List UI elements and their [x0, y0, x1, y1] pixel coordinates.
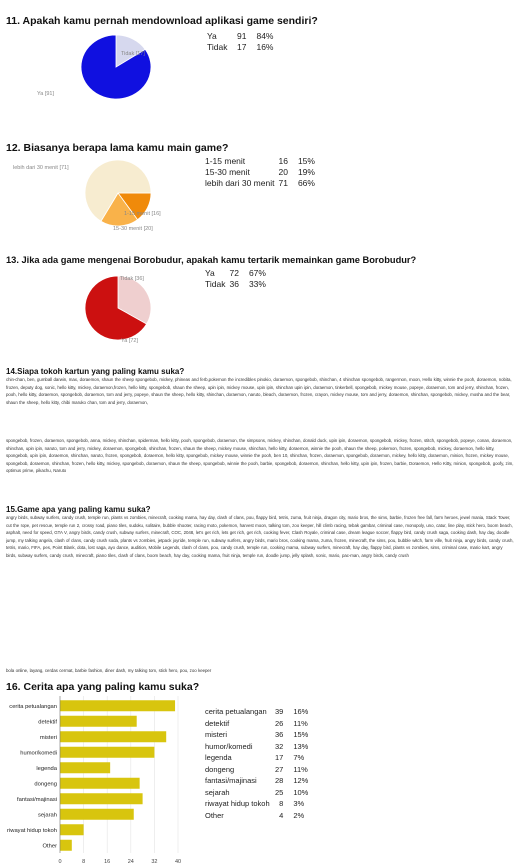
legend-row: [205, 729, 312, 741]
q11-legend-table: [207, 31, 277, 53]
q15-title: 15.Game apa yang paling kamu suka?: [6, 505, 151, 514]
x-tick-label: 40: [174, 859, 182, 865]
legend-count: 17: [237, 42, 247, 52]
legend-percent: 67%: [248, 268, 266, 278]
q11-pie-chart: [52, 25, 182, 125]
category-label: Other: [42, 843, 57, 850]
q12-title: 12. Biasanya berapa lama kamu main game?: [6, 142, 229, 154]
legend-count: 28: [275, 776, 284, 785]
q13-pie-chart: [52, 268, 182, 348]
legend-count: 25: [275, 787, 284, 797]
q11-slice-label-ya: Ya [91]: [37, 91, 55, 97]
legend-label: 15-30 menit: [205, 167, 250, 177]
legend-count: 17: [275, 753, 284, 762]
legend-row: [205, 810, 312, 822]
legend-count: 4: [279, 810, 284, 820]
legend-row: [205, 741, 312, 753]
x-tick-label: 24: [127, 859, 134, 865]
q13-slice-label-ya: Ya [72]: [121, 338, 139, 344]
q13-title: 13. Jika ada game mengenai Borobudur, apakah kamu tertarik memainkan game Borobudur?: [6, 255, 417, 265]
q13-slice-label-tidak: Tidak [36]: [120, 276, 144, 282]
legend-row: [205, 775, 312, 787]
q14-title: 14.Siapa tokoh kartun yang paling kamu suka?: [6, 367, 185, 376]
category-label: detektif: [38, 719, 57, 726]
category-label: fantasi/majinasi: [17, 796, 57, 803]
legend-row: [207, 42, 277, 53]
bar-legenda: [60, 762, 110, 773]
legend-label: detektif: [205, 718, 230, 728]
x-tick-label: 8: [82, 859, 86, 865]
legend-count: 8: [279, 799, 284, 808]
category-label: cerita petualangan: [9, 703, 57, 710]
legend-label: cerita petualangan: [205, 707, 267, 716]
legend-percent: 16%: [293, 707, 309, 716]
q12-slice-label-1-15: 1-15 menit [16]: [124, 211, 161, 217]
legend-count: 20: [278, 167, 288, 177]
legend-label: lebih dari 30 menit: [205, 178, 275, 188]
q12-pie-chart: [52, 157, 182, 237]
legend-row: [205, 787, 312, 799]
category-label: riwayat hidup tokoh: [7, 827, 57, 834]
legend-percent: 13%: [293, 741, 309, 751]
bar-riwayat-hidup-tokoh: [60, 824, 84, 835]
legend-row: [205, 167, 319, 178]
q14-responses-block-2: spongebob, frozen, doraemon, spongebob, anna, mickey, shinchan, spiderman, hello kitty, pooh, spongebob, doraemon, the simpsons, mickey, shinchan, donald duck, upin ipin, doraemon, spongebob, mickey, frozen, stitch, spongebob, popeye, conan, doraemon, shinchan, upin ipin, naruto, tom and jerry, mickey, doraemon, spongebob, shinchan, frozen, shaun the sheep, mickey mouse, shinchan, hello kitty, doraemon, winnie the pooh, shaun the sheep, pokemon, frozen, spongebob, mickey, doraemon, hello kitty, spongebob, upin ipin, doraemon, shinchan, naruto, frozen, spongebob, doraemon, hello kitty, spongebob, mickey mouse, winnie the pooh, ben 10, shinchan, frozen, doraemon, spongebob, doraemon, mickey, hello kitty, doraemon, minion, frozen, mickey mouse, spongebob, doraemon, shinchan, frozen, hello kitty, mickey, spongebob, doraemon, shaun the sheep, spongebob, winnie the pooh, barbie, spongebob, doraemon, shinchan, hello kitty, upin ipin, frozen, barbie, Doraemon, Hello Kitty, minion, spongebob, goofy, zim, optimus prime, pikachu, Naruto: [6, 438, 514, 474]
q12-slice-label-lebih: lebih dari 30 menit [71]: [13, 165, 69, 171]
legend-percent: 15%: [297, 156, 315, 166]
q15-responses-footer: bola online, layang, cerdas cermat, barbie fashion, diner dash, my talking tom, stick hero, pou, zoo keeper: [6, 668, 212, 673]
legend-percent: 11%: [293, 718, 308, 728]
legend-row: [205, 156, 319, 167]
legend-percent: 3%: [293, 799, 305, 808]
legend-percent: 19%: [297, 167, 315, 177]
legend-row: [205, 752, 312, 764]
category-label: misteri: [39, 734, 57, 741]
legend-count: 39: [275, 707, 284, 716]
legend-count: 71: [278, 178, 288, 188]
bar-humor-komedi: [60, 747, 154, 758]
legend-label: misteri: [205, 730, 228, 739]
q11-slice-label-tidak: Tidak [17]: [121, 51, 145, 57]
bar-dongeng: [60, 778, 140, 789]
legend-count: 36: [275, 730, 284, 739]
legend-label: fantasi/majinasi: [205, 776, 257, 785]
legend-row: [205, 279, 270, 290]
legend-count: 27: [275, 764, 284, 774]
legend-count: 16: [278, 156, 288, 166]
category-label: legenda: [36, 765, 57, 772]
legend-percent: 15%: [293, 730, 309, 739]
bar-sejarah: [60, 809, 134, 820]
legend-percent: 12%: [293, 776, 309, 785]
legend-percent: 16%: [256, 42, 274, 52]
legend-percent: 33%: [248, 279, 266, 289]
legend-count: 36: [229, 279, 239, 289]
legend-row: [205, 178, 319, 189]
q11-title: 11. Apakah kamu pernah mendownload aplikasi game sendiri?: [6, 15, 318, 27]
q13-legend-table: [205, 268, 270, 290]
legend-row: [205, 798, 312, 810]
legend-row: [207, 31, 277, 42]
legend-label: 1-15 menit: [205, 156, 246, 166]
legend-row: [205, 268, 270, 279]
legend-percent: 66%: [297, 178, 315, 188]
legend-label: humor/komedi: [205, 741, 253, 751]
legend-label: legenda: [205, 753, 232, 762]
legend-percent: 10%: [293, 787, 309, 797]
bar-other: [60, 840, 72, 851]
q12-slice-label-15-30: 15-30 menit [20]: [113, 226, 153, 232]
x-tick-label: 16: [104, 859, 111, 865]
q12-legend-table: [205, 156, 319, 189]
legend-percent: 84%: [256, 31, 274, 41]
category-label: dongeng: [34, 781, 57, 788]
legend-label: Other: [205, 810, 224, 820]
q16-bar-chart: [0, 690, 200, 865]
q15-responses-block: angry birds, subway surfers, candy crush, temple run, plants vs zombies, minecraft, cooking mama, hay day, clash of clans, pou, flappy bird, tetris, zuma, fruit ninja, dragon city, mario bros, the sims, barbie, frozen free fall, farm heroes, jewel mania, Stack Tower, cut the rope, pet rescue, temple run 2, crossy road, piano tiles, sudoku, solitaire, bubble shooter, racing moto, pokemon, harvest moon, talking tom, zoo keeper, hill climb racing, tebak gambar, criminal case, monopoly, uno, catur, line play, stick hero, boom beach, asphalt, need for speed, GTA V, angry birds, candy crush, subway surfers, minecraft, COC, 2048, let's get rich, lets get rich, get rich, cooking fever, Clash Royale, criminal case, dream league soccer, flappy bird, candy crush saga, cooking dash, hay day, doodle jump, my talking angela, clash of clans, candy crush soda, plants vs zombies, jetpack joyride, temple run, subway surfers, angry birds, mario bros, cooking mama, zuma, frozen, minecraft, the sims, pou, bubble witch, farm ville, fruit ninja, angry birds, candy crush, tetris, mario, FIFA, pes, Point Blank, dota, lost saga, ayo dance, audition, Mobile Legends, clash of clans, pou, candy crush, temple run, cooking mama, subway surfers, minecraft, hay day, flappy bird, plants vs zombies, sims, criminal case, mario kart, angry birds, subway surfers, candy crush, minecraft, piano tiles, clash of clans, boom beach, hay day, cooking mama, fruit ninja, temple run, doodle jump, jelly splash, sonic, mario, pac-man, angry birds, candy crush: [6, 515, 514, 558]
bar-misteri: [60, 731, 166, 742]
legend-count: 91: [237, 31, 247, 41]
legend-count: 26: [275, 718, 284, 728]
legend-percent: 11%: [293, 764, 308, 774]
bar-fantasi-majinasi: [60, 793, 143, 804]
bar-detektif: [60, 716, 137, 727]
legend-row: [205, 706, 312, 718]
legend-percent: 7%: [293, 753, 305, 762]
x-tick-label: 0: [58, 859, 62, 865]
q16-legend-table: [205, 706, 312, 821]
legend-count: 32: [275, 741, 284, 751]
legend-label: riwayat hidup tokoh: [205, 799, 270, 808]
legend-label: Ya: [207, 31, 217, 41]
legend-label: Ya: [205, 268, 215, 278]
q14-responses-block-1: chin-chan, ben, gumball darwin, max, doraemon, shaun the sheep spongebob, mickey, phineas and ferb,pokemon the incredibles pinokio, doraemon, spongebob, shinchan, 4 shinchan spongebob, rangermon, moon, Hello kitty, winnie the pooh, doraemon, nobita, frozen, deputy dog, sonic, hello kitty, mickey, doraemon,frozen, hello kitty, spongebob, shaun the sheep, upin ipin, mickey mouse, upin ipin, shinchan upin ipin, doraemon, tinkerbell, spongebob, mickey mouse, popeye, doraemon, tom and jerry, shinchan, frozen, pooh, hello kitty, doraemon, spongebob, doraemon, tom and jerry, popeye, shaun the sheep, hello kitty, shinchan, doraemon, naruto, bleach, doraemon, frozen, crayon, mickey mouse, tom and jerry, doraemon, shinchan, spongebob, mickey, mosha and the bear, shaun the sheep, hello kitty, chibi maruko chan, tom and jerry, doraemon,: [6, 377, 512, 405]
legend-label: Tidak: [205, 279, 226, 289]
bar-cerita-petualangan: [60, 700, 175, 711]
legend-row: [205, 718, 312, 730]
category-label: humor/komedi: [20, 750, 57, 757]
category-label: sejarah: [37, 812, 57, 819]
legend-label: sejarah: [205, 787, 230, 797]
legend-label: Tidak: [207, 42, 228, 52]
q16-title: 16. Cerita apa yang paling kamu suka?: [6, 681, 200, 693]
legend-row: [205, 764, 312, 776]
legend-count: 72: [229, 268, 239, 278]
x-tick-label: 32: [151, 859, 158, 865]
legend-label: dongeng: [205, 764, 235, 774]
legend-percent: 2%: [293, 810, 305, 820]
